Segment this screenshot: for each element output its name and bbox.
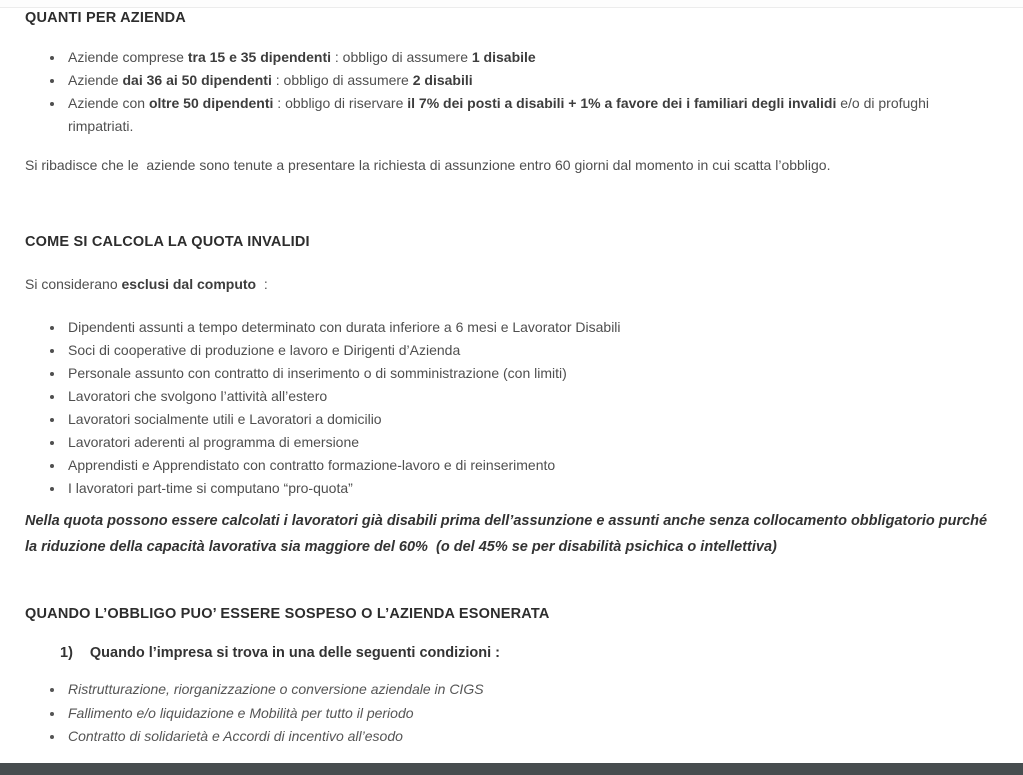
section-title-come-si-calcola: COME SI CALCOLA LA QUOTA INVALIDI [25,234,310,250]
bottom-bar [0,763,1023,775]
item-number: 1) [60,645,73,661]
deadline-reminder-paragraph: Si ribadisce che le aziende sono tenute a presentare la richiesta di assunzione entro 60 giorni dal momento in cui scatta l’obbligo. [25,157,831,173]
list-item: • Dipendenti assunti a tempo determinato con durata inferiore a 6 mesi e Lavorator Disabili [65,316,995,339]
list-item: • Contratto di solidarietà e Accordi di incentivo all’esodo [65,725,995,749]
list-item: • Lavoratori socialmente utili e Lavoratori a domicilio [65,408,995,431]
article-content [0,8,1023,775]
list-item: • Ristrutturazione, riorganizzazione o conversione aziendale in CIGS [65,678,995,702]
excluded-workers-list [25,316,995,500]
page-header [0,0,1023,8]
list-item: • Apprendisti e Apprendistato con contratto formazione-lavoro e di reinserimento [65,454,995,477]
list-item: • Aziende comprese tra 15 e 35 dipendenti : obbligo di assumere 1 disabile [65,46,995,69]
list-item: • Personale assunto con contratto di inserimento o di somministrazione (con limiti) [65,362,995,385]
item-text: Quando l’impresa si trova in una delle seguenti condizioni : [89,645,500,661]
section-title-obbligo-sospeso: QUANDO L’OBBLIGO PUO’ ESSERE SOSPESO O L’AZIENDA ESONERATA [25,606,550,622]
list-item: • Lavoratori che svolgono l’attività all’estero [65,385,995,408]
list-item: • Lavoratori aderenti al programma di emersione [65,431,995,454]
section-title-quanti-per-azienda: QUANTI PER AZIENDA [25,10,186,26]
list-item: • I lavoratori part-time si computano “pro-quota” [65,477,995,500]
list-item: • Soci di cooperative di produzione e lavoro e Dirigenti d’Azienda [65,339,995,362]
list-item: • Aziende dai 36 ai 50 dipendenti : obbligo di assumere 2 disabili [65,69,995,92]
list-item: • Aziende con oltre 50 dipendenti : obbligo di riservare il 7% dei posti a disabili + 1% a favore dei i familiari degli invalidi e/o di profughi rimpatriati. [65,92,995,138]
list-item: • Fallimento e/o liquidazione e Mobilità per tutto il periodo [65,702,995,726]
company-size-obligations-list [25,46,995,138]
quota-calculation-note: Nella quota possono essere calcolati i lavoratori già disabili prima dell’assunzione e assunti anche senza collocamento obbligatorio purché la riduzione della capacità lavorativa sia maggiore del 60% (o del 45% se per disabilità psichica o intellettiva) [25,513,992,555]
suspension-conditions-list [25,678,995,749]
excluded-intro-paragraph: Si considerano esclusi dal computo : [25,276,268,292]
numbered-condition-item [25,642,995,665]
